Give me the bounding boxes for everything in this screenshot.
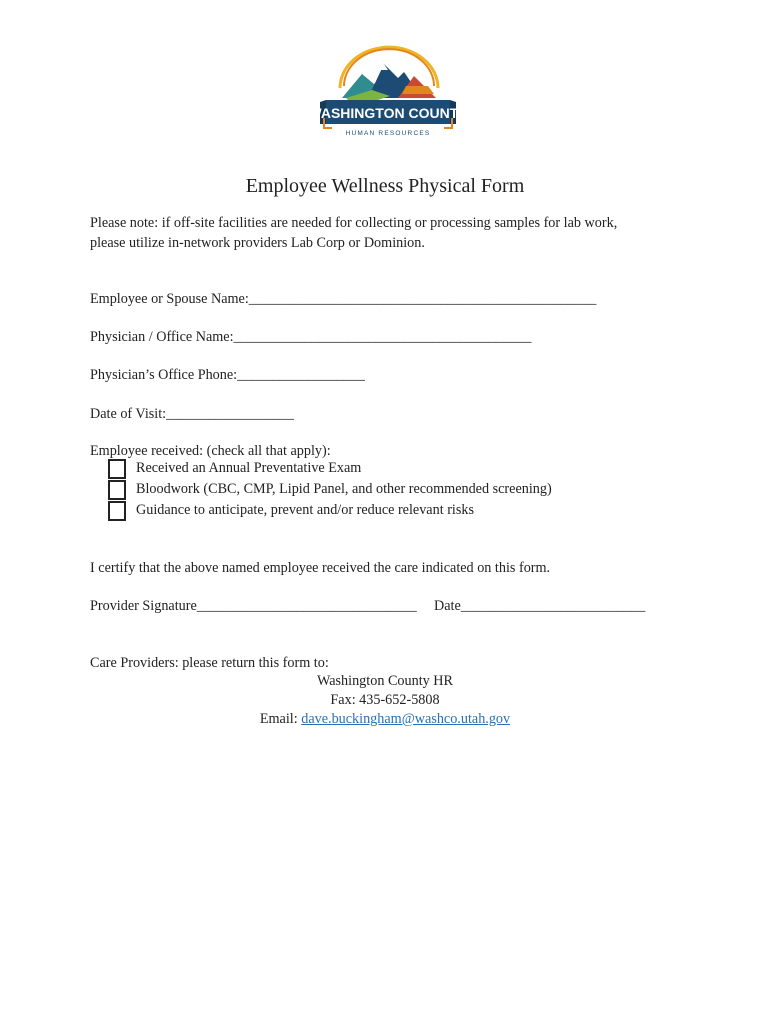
email-label: Email:: [259, 711, 302, 727]
logo-subtitle: HUMAN RESOURCES: [345, 130, 431, 137]
checkbox-guidance[interactable]: [108, 501, 126, 521]
checkbox-bloodwork-label: Bloodwork (CBC, CMP, Lipid Panel, and other recommended screening): [136, 481, 552, 497]
signature-date-field[interactable]: Date__________________________: [434, 598, 646, 614]
lab-note-line-1: Please note: if off-site facilities are needed for collecting or processing samples for lab work,: [90, 215, 618, 231]
return-heading: Care Providers: please return this form to:: [90, 655, 329, 671]
checkbox-annual-exam[interactable]: [108, 459, 126, 479]
certification-statement: I certify that the above named employee received the care indicated on this form.: [90, 560, 551, 576]
return-name: Washington County HR: [316, 673, 453, 689]
checkbox-bloodwork[interactable]: [108, 480, 126, 500]
form-title: Employee Wellness Physical Form: [245, 175, 525, 197]
return-fax: Fax: 435-652-5808: [330, 692, 440, 708]
checkbox-annual-exam-label: Received an Annual Preventative Exam: [136, 460, 362, 476]
received-heading: Employee received: (check all that apply):: [90, 443, 331, 459]
lab-note-line-2: please utilize in-network providers Lab Corp or Dominion.: [90, 235, 425, 251]
office-phone-field[interactable]: Physician’s Office Phone:__________________: [90, 367, 365, 383]
provider-signature-field[interactable]: Provider Signature_______________________________: [90, 598, 417, 614]
washington-county-logo: [308, 56, 468, 140]
physician-name-field[interactable]: Physician / Office Name:__________________________________________: [90, 329, 532, 345]
employee-name-field[interactable]: Employee or Spouse Name:_________________________________________________: [90, 291, 597, 307]
checkbox-guidance-label: Guidance to anticipate, prevent and/or reduce relevant risks: [136, 502, 474, 518]
return-email-line: [0, 711, 770, 728]
lab-note: [90, 213, 617, 253]
logo-name: WASHINGTON COUNTY: [308, 105, 468, 121]
date-of-visit-field[interactable]: Date of Visit:__________________: [90, 406, 294, 422]
email-link[interactable]: dave.buckingham@washco.utah.gov: [301, 711, 511, 727]
